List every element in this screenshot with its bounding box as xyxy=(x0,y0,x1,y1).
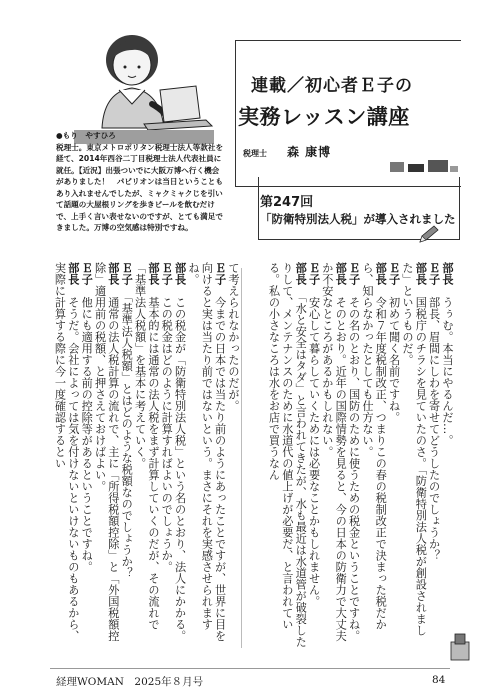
series-label: 連載／初心者Ｅ子の xyxy=(251,76,413,96)
dialogue-paragraph xyxy=(401,262,428,650)
dialogue-text: 安心して暮らしていくためには必要なことかもしれません。 xyxy=(307,296,321,607)
dialogue-paragraph xyxy=(347,262,360,650)
dialogue-paragraph xyxy=(361,262,388,650)
dialogue-text: 初めて聞く名前ですね。 xyxy=(387,296,401,423)
author-bullet-name: ●もり やすひろ xyxy=(56,131,116,140)
dialogue-text: この税金が「防衛特別法人税」という名のとおり、法人にかかる。 xyxy=(173,296,187,642)
body-column-lower xyxy=(50,262,240,650)
dialogue-text: 通常の法人税計算の流れで、主に「所得税額控除」と「外国税額控除」適用前の税額、と押さえておけばよい。 xyxy=(93,262,120,642)
dialogue-text: 令和７年度税制改正、つまりこの春の税制改正で決まった税だから、知らなかったとしても仕方ない。 xyxy=(360,262,388,630)
column-divider xyxy=(241,268,242,648)
author-profile xyxy=(56,130,226,234)
dialogue-paragraph xyxy=(227,262,240,650)
dialogue-paragraph xyxy=(173,262,186,650)
dialogue-text: そのとおり。近年の国際情勢を見ると、今の日本の防衛力で大丈夫か不安なところがあるかもしれない。 xyxy=(320,262,348,642)
dialogue-text: 今までの日本では当たり前のようにあったことですが、世界に目を向けると実は当たり前ではないという。まさにそれを実感させられますね。 xyxy=(186,262,227,642)
footer-magazine: 経理WOMAN 2025年８月号 xyxy=(56,676,204,688)
dialogue-paragraph xyxy=(441,262,454,650)
speaker-label: Ｅ子 xyxy=(307,262,321,285)
dialogue-text: 基本的には通常の法人税をまず計算していくのだが、その流れで「基準法人税額」を基本に考えていく。 xyxy=(133,262,160,630)
dialogue-paragraph xyxy=(387,262,400,650)
series-title: 実務レッスン講座 xyxy=(238,105,410,129)
dialogue-left xyxy=(264,262,454,650)
author-illustration xyxy=(74,20,214,145)
dialogue-text: て考えられなかったのだが。 xyxy=(227,262,240,412)
body-column-upper xyxy=(264,262,454,650)
speaker-label: 部長 xyxy=(414,262,428,285)
dialogue-paragraph xyxy=(120,262,133,650)
speaker-label: 部長 xyxy=(441,262,454,285)
speaker-label: 部長 xyxy=(106,262,120,285)
speaker-label: Ｅ子 xyxy=(120,262,134,285)
speaker-label: 部長 xyxy=(374,262,388,285)
pill-box-icon xyxy=(448,632,474,662)
issue-number: 第247回 xyxy=(260,195,314,210)
dialogue-paragraph xyxy=(267,262,307,650)
dialogue-text: そうだ。会社によっては気を付けないといけないものもあるから、実際に計算する際に今一度確認するとい xyxy=(53,262,80,642)
pencil-icon xyxy=(418,224,440,244)
dialogue-paragraph xyxy=(321,262,348,650)
speaker-label: 部長 xyxy=(173,262,187,285)
dialogue-paragraph xyxy=(187,262,227,650)
author-name: 森 康博 xyxy=(287,145,332,159)
author-title: 税理士 xyxy=(243,149,267,158)
speaker-label: 部長 xyxy=(294,262,308,285)
dialogue-text: 「基準法人税額」とはどのような税額なのでしょうか？ xyxy=(120,296,134,579)
dialogue-paragraph xyxy=(307,262,320,650)
speaker-label: Ｅ子 xyxy=(347,262,361,285)
issue-topic: 「防衛特別法人税」が導入されました xyxy=(260,212,456,226)
author-bio: 税理士。東京メトロポリタン税理士法人等款社を経て、2014年西谷二丁目税理士法人代表社員に就任。【近況】出張ついでに大阪万博へ行く機会がありました！ パビリオンは当日ということもあり入れませんでしたが、ミャクミャクじを引いて話題の大屋根リングを歩きビールを飲むだけで、上手く言い表せないのですが、とても満足できました。万博の空気感は特別ですね。 xyxy=(56,142,224,232)
speaker-label: 部長 xyxy=(334,262,348,285)
speaker-label: Ｅ子 xyxy=(80,262,94,285)
dialogue-text: 他にも適用する前の控除等があるということですね。 xyxy=(80,296,94,573)
speaker-label: 部長 xyxy=(66,262,80,285)
page-number: 84 xyxy=(432,674,446,686)
dialogue-text: その名のとおり、国防のために使うための税金ということですね。 xyxy=(347,296,361,642)
dialogue-text: うぅむ。本当にやるんだ…。 xyxy=(441,296,454,446)
dialogue-text: 「水と安全はタダ」と言われてきたが、水も最近は水道管が破裂したりして、メンテナンスのために水道代の値上げが必要だ、と言われている。私の小さなころは水をお店で買うなん xyxy=(267,262,308,648)
dialogue-paragraph xyxy=(93,262,120,650)
dialogue-text: 国税庁のチラシを見ていたのさ。「防衛特別法人税が創設されました」というものだ。 xyxy=(400,262,428,636)
dialogue-paragraph xyxy=(133,262,160,650)
speaker-label: Ｅ子 xyxy=(427,262,441,285)
stationery-icon xyxy=(390,150,460,175)
dialogue-paragraph xyxy=(53,262,80,650)
speaker-label: Ｅ子 xyxy=(160,262,174,285)
dialogue-paragraph xyxy=(160,262,173,650)
dialogue-paragraph xyxy=(427,262,440,650)
dialogue-paragraph xyxy=(80,262,93,650)
speaker-label: Ｅ子 xyxy=(213,262,227,285)
dialogue-right xyxy=(50,262,240,650)
dialogue-text: 部長、眉間にしわを寄せてどうしたのでしょうか？ xyxy=(427,296,441,561)
dialogue-text: この税金はどのように計算すればよいのでしょうか。 xyxy=(160,296,174,573)
speaker-label: 部長 xyxy=(146,262,160,285)
footer-rule xyxy=(50,668,450,669)
speaker-label: Ｅ子 xyxy=(387,262,401,285)
